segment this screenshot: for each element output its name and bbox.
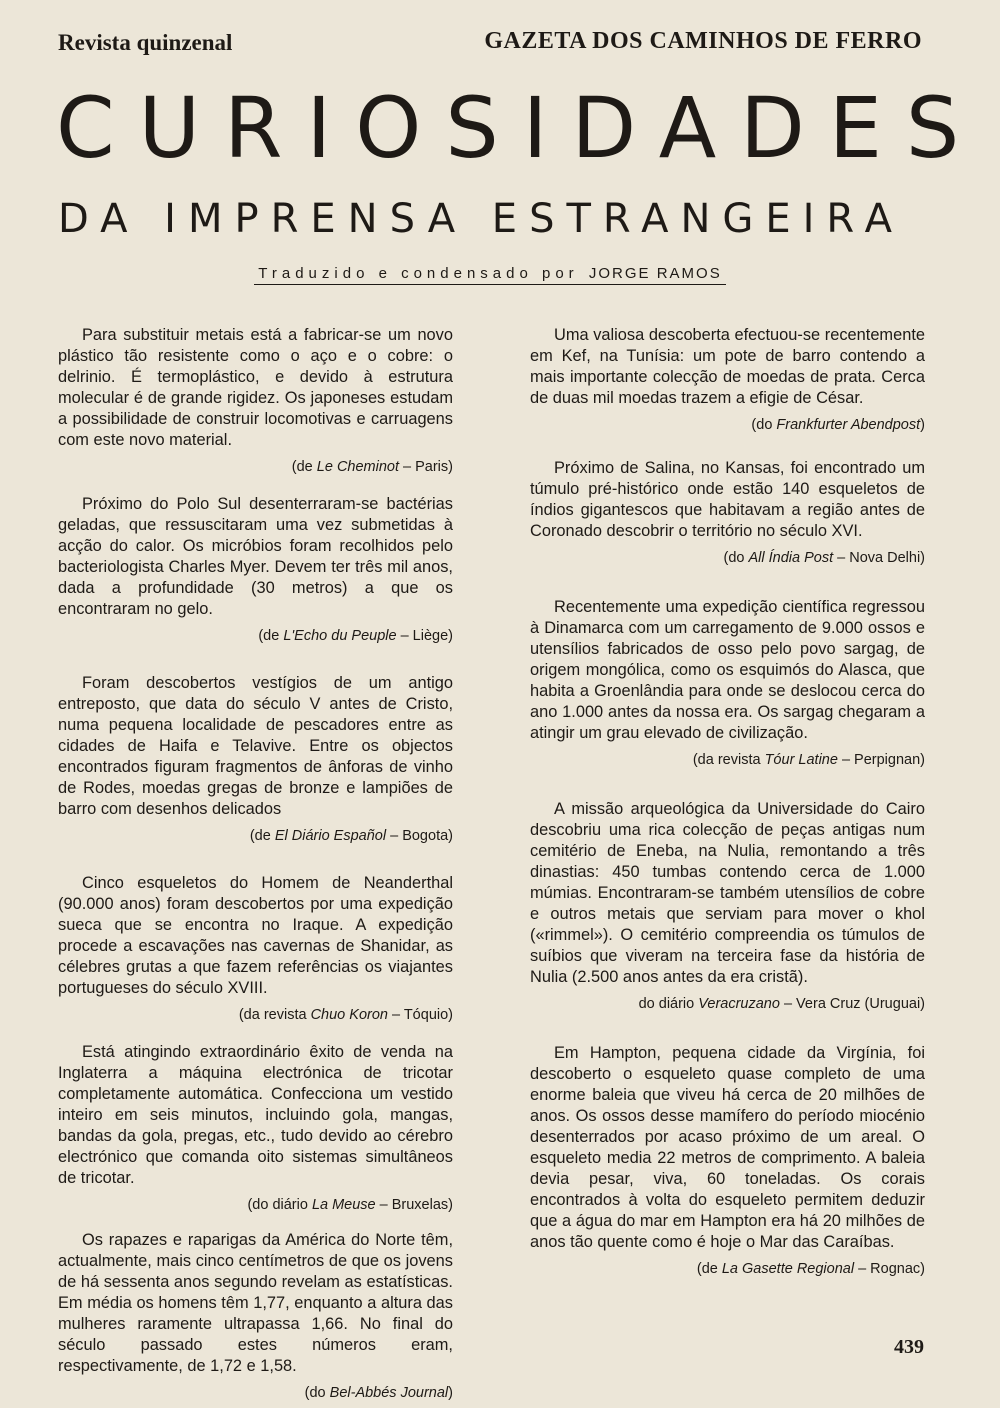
article-text: Para substituir metais está a fabricar-se um novo plástico tão resistente como o aço e o cobre: o delrinio. É termoplástico, e devido à estrutura molecular é de grande rigidez. Os japoneses estudam a possibilidade de construir locomotivas e carruagens com este novo material. [58,326,453,449]
article-source: do diário Veracruzano – Vera Cruz (Uruguai) [638,996,925,1012]
article-text: Próximo de Salina, no Kansas, foi encontrado um túmulo pré-histórico onde estão 140 esqueletos de índios gigantescos que habitavam a região antes de Coronado descobrir o território no século XVI. [530,459,925,540]
article-entry [58,494,453,647]
article-text: Uma valiosa descoberta efectuou-se recentemente em Kef, na Tunísia: um pote de barro contendo a mais importante colecção de moedas de prata. Cerca de duas mil moedas trazem a efigie de César. [530,326,925,407]
page-title: CURIOSIDADES [56,79,984,177]
article-entry [530,799,925,1015]
article-entry [530,597,925,771]
article-text: Recentemente uma expedição científica regressou à Dinamarca com um carregamento de 9.000 ossos e utensílios fabricados de osso pelo povo sargag, de origem mongólica, como os esquimós do Alasca, que habita a Groenlândia para onde se deslocou cerca do ano 1.000 antes da nossa era. Os sargag chegaram a atingir um grau elevado de civilização. [530,598,925,742]
article-source: (de El Diário Español – Bogota) [249,828,453,844]
source-publication: La Meuse [311,1197,376,1213]
article-text: Próximo do Polo Sul desenterraram-se bactérias geladas, que ressuscitaram uma vez submetidas à acção do calor. Os micróbios foram recolhidos pelo bacteriologista Charles Myer. Devem ter três mil anos, dada a profundidade (30 metros) a que os encontraram no gelo. [58,495,453,618]
article-entry [58,325,453,478]
article-entry [58,673,453,847]
byline-credit: Traduzido e condensado por [258,265,579,282]
byline [0,265,1000,285]
article-source: (da revista Tóur Latine – Perpignan) [692,752,925,768]
page-number: 439 [894,1336,924,1358]
source-publication: La Gasette Regional [721,1261,855,1277]
article-text: Foram descobertos vestígios de um antigo entreposto, que data do século V antes de Cristo, numa pequena localidade de pescadores entre as cidades de Haifa e Telavive. Entre os objectos encontrados figuram fragmentos de ânforas de vinho de Rodes, moedas gregas de bronze e lampiões de barro com desenhos delicados [58,674,453,818]
source-publication: Bel-Abbés Journal [329,1385,449,1401]
source-publication: El Diário Español [274,828,387,844]
source-publication: Le Cheminot [316,459,399,475]
source-publication: L'Echo du Peuple [283,628,397,644]
article-source: (de Le Cheminot – Paris) [291,459,453,475]
article-entry [530,458,925,569]
article-text: Os rapazes e raparigas da América do Norte têm, actualmente, mais cinco centímetros de que os jovens de há sessenta anos segundo revelam as estatísticas. Em média os homens têm 1,77, enquanto a altura das mulheres raramente ultrapassa 1,66. No final do século passado estes números eram, respectivamente, de 1,72 e 1,58. [58,1231,453,1375]
article-source: (do Frankfurter Abendpost) [751,417,925,433]
article-source: (da revista Chuo Koron – Tóquio) [238,1007,453,1023]
source-publication: Chuo Koron [310,1007,388,1023]
article-source: (do diário La Meuse – Bruxelas) [247,1197,453,1213]
article-source: (do Bel-Abbés Journal) [304,1385,453,1401]
source-publication: All Índia Post [748,550,834,566]
article-entry [530,1043,925,1280]
left-column [58,325,453,1404]
article-source: (do All Índia Post – Nova Delhi) [723,550,925,566]
article-text: Está atingindo extraordinário êxito de venda na Inglaterra a máquina electrónica de tricotar completamente automática. Confecciona um vestido inteiro em seis minutos, incluindo gola, mangas, bandas da gola, pregas, etc., tudo devido ao cérebro electrónico que comanda oito sistemas simultâneos de tricotar. [58,1043,453,1187]
page-subtitle: DA IMPRENSA ESTRANGEIRA [58,196,904,242]
running-header-left: Revista quinzenal [58,30,233,55]
byline-author: JORGE RAMOS [588,265,722,282]
article-text: Cinco esqueletos do Homem de Neanderthal (90.000 anos) foram descobertos por uma expedição sueca que se encontra no Iraque. A expedição procede a escavações nas cavernas de Shanidar, as célebres grutas a que fazem referências os viajantes portugueses do século XVIII. [58,874,453,997]
source-publication: Frankfurter Abendpost [776,417,921,433]
article-text: A missão arqueológica da Universidade do Cairo descobriu uma rica colecção de peças antigas num cemitério de Eneba, na Nulia, remontando a três dinastias: 450 tumbas contendo cerca de 1.000 múmias. Encontraram-se também utensílios de cobre e outros metais que serviam para mover o khol («rimmel»). O cemitério compreendia os túmulos de suíbios que viveram na terceira fase da história de Nulia (2.500 anos antes da era cristã). [530,800,925,986]
article-source: (de L'Echo du Peuple – Liège) [258,628,453,644]
article-entry [58,1042,453,1216]
article-entry [530,325,925,436]
running-header-right: GAZETA DOS CAMINHOS DE FERRO [484,28,922,54]
article-entry [58,1230,453,1404]
right-column [530,325,925,1280]
article-text: Em Hampton, pequena cidade da Virgínia, foi descoberto o esqueleto quase completo de uma enorme baleia que viveu há cerca de 20 milhões de anos. Os ossos desse mamífero do período miocénio desenterrados por acaso próximo de um areal. O esqueleto media 22 metros de comprimento. A baleia devia pesar, viva, 60 toneladas. Os corais encontrados à volta do esqueleto permitem deduzir que a água do mar em Hampton era há 20 milhões de anos tão quente como é hoje o Mar das Caraíbas. [530,1044,925,1251]
article-entry [58,873,453,1026]
source-publication: Tóur Latine [764,752,838,768]
article-source: (de La Gasette Regional – Rognac) [696,1261,925,1277]
source-publication: Veracruzano [698,996,780,1012]
